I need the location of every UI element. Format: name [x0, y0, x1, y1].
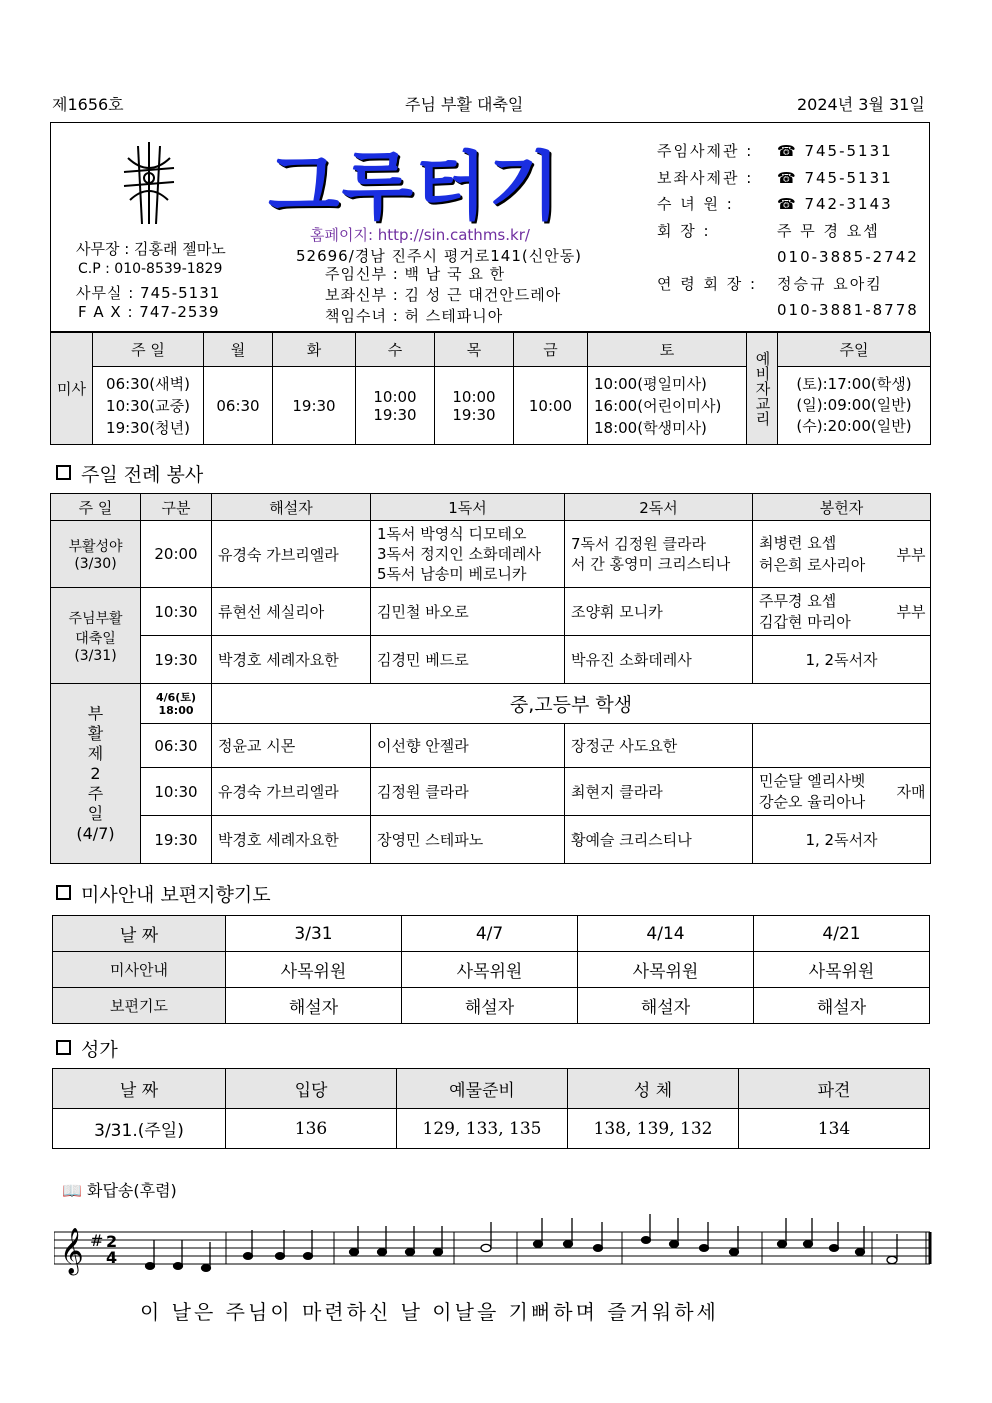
contact-row: 010-3885-2742	[777, 248, 919, 266]
catechumen-times: (토):17:00(학생) (일):09:00(일반) (수):20:00(일반)	[778, 367, 931, 445]
catechumen-header: 주일	[778, 333, 931, 367]
section-guide-title: 미사안내 보편지향기도	[56, 880, 271, 907]
table-row: 06:30 정윤교 시몬 이선향 안젤라 장정군 사도요한	[51, 724, 931, 768]
day-header: 화	[273, 333, 356, 367]
catechumen-label: 예비자교리	[747, 333, 778, 445]
address: 52696/경남 진주시 평거로141(신안동)	[296, 247, 583, 265]
time-sig-bottom: 4	[106, 1248, 118, 1267]
checkbox-icon	[56, 885, 71, 900]
liturgy-table	[50, 493, 931, 864]
col-header: 봉헌자	[753, 494, 931, 521]
sharp-icon: #	[90, 1231, 104, 1250]
day-header: 목	[435, 333, 514, 367]
fri-time: 10:00	[514, 367, 588, 445]
office-manager: 사무장 : 김홍래 젤마노	[76, 240, 226, 258]
sat-times: 10:00(평일미사) 16:00(어린이미사) 18:00(학생미사)	[588, 367, 747, 445]
checkbox-icon	[56, 1040, 71, 1055]
checkbox-icon	[56, 465, 71, 480]
assistant-priest: 보좌신부 : 김 성 근 대건안드레아	[325, 286, 562, 304]
psalm-lyrics: 이 날은 주님이 마련하신 날 이날을 기뻐하며 즐거워하세	[140, 1300, 719, 1324]
contact-row: 010-3881-8778	[777, 301, 919, 319]
contact-row: 연 령 회 장 : 정승규 요아킴	[657, 274, 883, 293]
feast-title: 주님 부활 대축일	[405, 95, 524, 114]
bulletin-title: 그루터기	[268, 144, 562, 230]
office-phone: C.P : 010-8539-1829	[78, 261, 223, 277]
contact-row: 주임사제관 : ☎ 745-5131	[657, 142, 893, 160]
psalm-label: 📖 화답송(후렴)	[62, 1181, 177, 1200]
treble-clef-icon: 𝄞	[60, 1228, 84, 1274]
col-header: 구분	[141, 494, 212, 521]
table-row: 부활성야 (3/30) 20:00 유경숙 가브리엘라 1독서 박영식 디모테오 3독서 정지인 소화데레사 5독서 남송미 베로니카 7독서 김정원 클라라 서 간 홍영미 크리스티나 최병련 요셉 허은희 로사리아 부부	[51, 521, 931, 588]
contact-row: 보좌사제관 : ☎ 745-5131	[657, 168, 893, 187]
section-hymns-title: 성가	[56, 1035, 118, 1062]
table-row: 19:30 박경호 세례자요한 김경민 베드로 박유진 소화데레사 1, 2독서자	[51, 636, 931, 684]
col-header: 2독서	[565, 494, 753, 521]
day-header: 토	[588, 333, 747, 367]
hymn-table: 날 짜 입당 예물준비 성 체 파견 3/31.(주일) 136 129, 133, 135 138, 139, 132 134	[52, 1068, 930, 1149]
sister: 책임수녀 : 허 스테파니아	[325, 307, 504, 325]
day-header: 금	[514, 333, 588, 367]
homepage-link[interactable]: 홈페이지: http://sin.cathms.kr/	[310, 226, 530, 244]
contact-row: 수 녀 원 : ☎ 742-3143	[657, 195, 893, 213]
mon-time: 06:30	[204, 367, 273, 445]
contact-row: 회 장 : 주 무 경 요셉	[657, 221, 880, 240]
day-header: 월	[204, 333, 273, 367]
tue-time: 19:30	[273, 367, 356, 445]
mass-label: 미사	[51, 333, 93, 445]
table-row: 10:30 유경숙 가브리엘라 김정원 클라라 최현지 클라라 민순달 엘리사벳 강순오 율리아나 자매	[51, 768, 931, 816]
table-row: 부 활 제 2 주 일 (4/7) 4/6(토) 18:00 중,고등부 학생	[51, 684, 931, 724]
issue-date: 2024년 3월 31일	[797, 95, 925, 114]
parish-logo-icon	[118, 138, 180, 228]
col-header: 주 일	[51, 494, 141, 521]
contact-list	[657, 138, 919, 324]
section-liturgy-title: 주일 전례 봉사	[56, 460, 203, 487]
day-header: 수	[356, 333, 435, 367]
table-row: 19:30 박경호 세례자요한 장영민 스테파노 황예슬 크리스티나 1, 2독서자	[51, 816, 931, 864]
pastor: 주임신부 : 백 남 국 요 한	[325, 265, 506, 283]
music-staff	[54, 1210, 934, 1290]
guide-table: 날 짜 3/31 4/7 4/14 4/21 미사안내 사목위원 사목위원 사목위원 사목위원 보편기도 해설자 해설자 해설자 해설자	[52, 915, 930, 1024]
office-tel: 사무실 : 745-5131	[76, 284, 221, 302]
thu-times: 10:00 19:30	[435, 367, 514, 445]
day-header: 주 일	[93, 333, 204, 367]
mass-schedule-table	[50, 332, 931, 445]
col-header: 1독서	[371, 494, 565, 521]
table-row: 주님부활 대축일 (3/31) 10:30 류현선 세실리아 김민철 바오로 조양휘 모니카 주무경 요셉 김갑현 마리아 부부	[51, 588, 931, 636]
book-icon: 📖	[62, 1181, 82, 1200]
issue-number: 제1656호	[52, 95, 124, 114]
office-fax: F A X : 747-2539	[78, 303, 220, 321]
wed-times: 10:00 19:30	[356, 367, 435, 445]
sunday-times: 06:30(새벽) 10:30(교중) 19:30(청년)	[93, 367, 204, 445]
time-sig-top: 2	[106, 1232, 118, 1251]
col-header: 해설자	[212, 494, 371, 521]
music-notes	[146, 1214, 898, 1271]
